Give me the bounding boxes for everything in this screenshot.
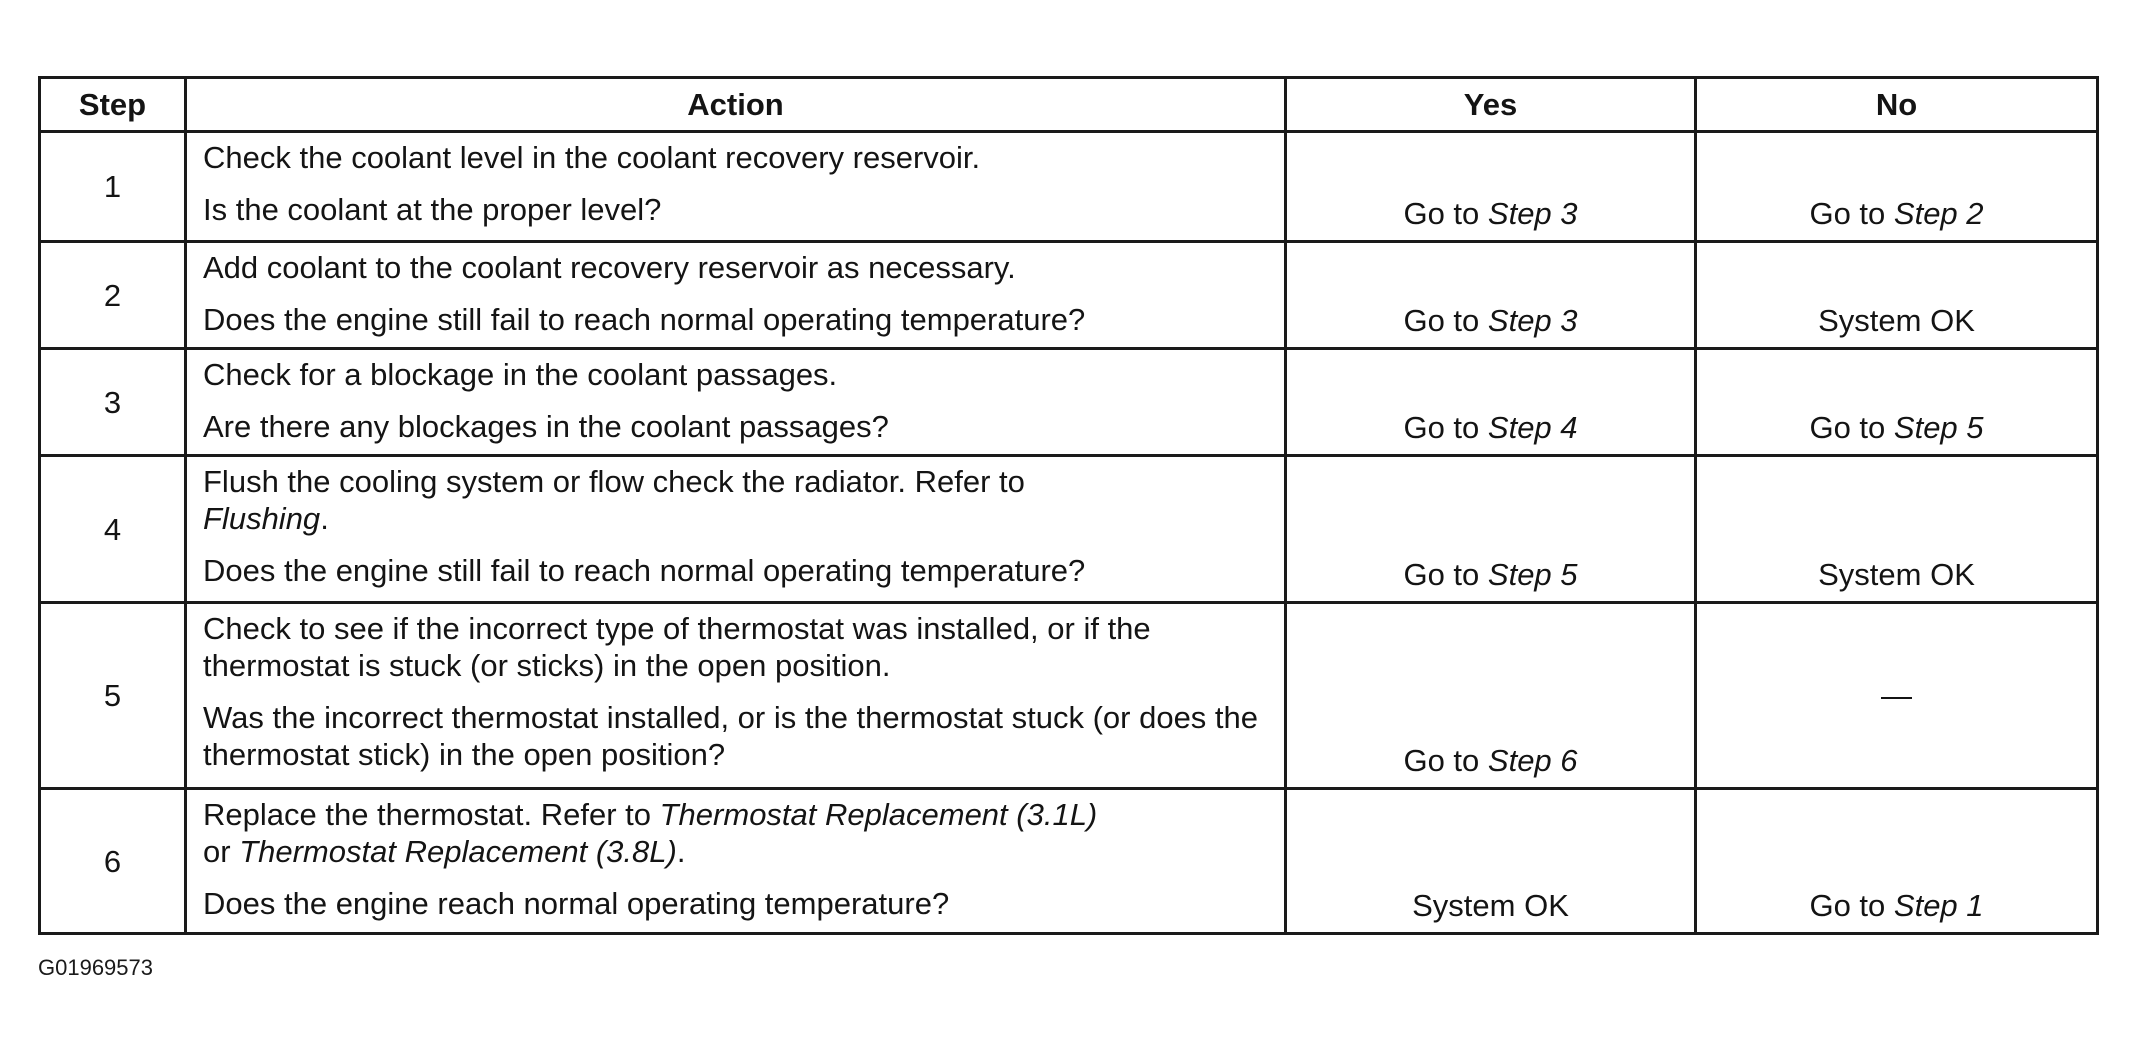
no-text: System OK <box>1818 303 1975 338</box>
action-question: Are there any blockages in the coolant passages? <box>203 409 889 444</box>
action-instruction <box>203 463 1274 537</box>
no-prefix: Go to <box>1809 410 1894 445</box>
action-instruction: Add coolant to the coolant recovery reservoir as necessary. <box>203 250 1016 285</box>
action-cell <box>186 789 1286 934</box>
no-step-link[interactable]: Step 5 <box>1893 410 1984 445</box>
table-row <box>40 603 2098 789</box>
yes-step-link[interactable]: Step 5 <box>1487 557 1578 592</box>
thermostat-replacement-31l-link[interactable]: Thermostat Replacement (3.1L) <box>659 797 1098 832</box>
no-prefix: Go to <box>1809 888 1894 923</box>
table-row <box>40 789 2098 934</box>
table-row <box>40 132 2098 242</box>
yes-text: System OK <box>1412 888 1569 923</box>
table-row <box>40 456 2098 603</box>
figure-id: G01969573 <box>38 955 153 980</box>
action-middle-text: or <box>203 834 240 869</box>
action-question: Is the coolant at the proper level? <box>203 192 662 227</box>
no-text: — <box>1881 678 1912 713</box>
no-cell <box>1696 242 2098 349</box>
no-text: System OK <box>1818 557 1975 592</box>
action-question: Was the incorrect thermostat installed, or is the thermostat stuck (or does the thermostat stick) in the open position? <box>203 700 1259 772</box>
yes-step-link[interactable]: Step 6 <box>1487 743 1578 778</box>
step-number: 1 <box>40 132 186 242</box>
yes-cell <box>1286 349 1696 456</box>
yes-cell <box>1286 603 1696 789</box>
table-header-row <box>40 78 2098 132</box>
yes-prefix: Go to <box>1403 196 1488 231</box>
table-row <box>40 242 2098 349</box>
no-cell <box>1696 456 2098 603</box>
no-cell <box>1696 789 2098 934</box>
action-cell <box>186 456 1286 603</box>
header-yes: Yes <box>1286 78 1696 132</box>
step-number: 2 <box>40 242 186 349</box>
action-ref-suffix: . <box>320 501 329 536</box>
yes-prefix: Go to <box>1403 410 1488 445</box>
action-instruction: Check to see if the incorrect type of thermostat was installed, or if the thermostat is stuck (or sticks) in the open position. <box>203 611 1151 683</box>
step-number: 4 <box>40 456 186 603</box>
yes-cell <box>1286 456 1696 603</box>
flushing-reference-link[interactable]: Flushing <box>203 501 321 536</box>
action-instruction-text: Flush the cooling system or flow check the radiator. Refer to <box>203 464 1025 499</box>
yes-cell <box>1286 132 1696 242</box>
action-instruction: Check the coolant level in the coolant recovery reservoir. <box>203 140 981 175</box>
header-step: Step <box>40 78 186 132</box>
header-no: No <box>1696 78 2098 132</box>
action-question: Does the engine still fail to reach normal operating temperature? <box>203 553 1086 588</box>
no-cell <box>1696 349 2098 456</box>
no-step-link[interactable]: Step 1 <box>1893 888 1984 923</box>
diagnostic-table <box>38 76 2099 935</box>
yes-cell <box>1286 242 1696 349</box>
yes-step-link[interactable]: Step 4 <box>1487 410 1578 445</box>
table-row <box>40 349 2098 456</box>
action-question: Does the engine still fail to reach normal operating temperature? <box>203 302 1086 337</box>
no-prefix: Go to <box>1809 196 1894 231</box>
action-question: Does the engine reach normal operating temperature? <box>203 886 950 921</box>
step-number: 3 <box>40 349 186 456</box>
action-cell <box>186 132 1286 242</box>
step-number: 6 <box>40 789 186 934</box>
action-instruction: Check for a blockage in the coolant passages. <box>203 357 838 392</box>
yes-step-link[interactable]: Step 3 <box>1487 303 1578 338</box>
header-action: Action <box>186 78 1286 132</box>
action-cell <box>186 349 1286 456</box>
no-cell <box>1696 603 2098 789</box>
action-instruction-text: Replace the thermostat. Refer to <box>203 797 660 832</box>
thermostat-replacement-38l-link[interactable]: Thermostat Replacement (3.8L) <box>239 834 677 869</box>
action-ref-suffix: . <box>676 834 686 869</box>
no-cell <box>1696 132 2098 242</box>
yes-step-link[interactable]: Step 3 <box>1487 196 1578 231</box>
action-cell <box>186 242 1286 349</box>
action-instruction <box>203 796 1274 870</box>
yes-prefix: Go to <box>1403 557 1488 592</box>
yes-prefix: Go to <box>1403 743 1488 778</box>
yes-cell <box>1286 789 1696 934</box>
no-step-link[interactable]: Step 2 <box>1893 196 1984 231</box>
step-number: 5 <box>40 603 186 789</box>
yes-prefix: Go to <box>1403 303 1488 338</box>
action-cell <box>186 603 1286 789</box>
